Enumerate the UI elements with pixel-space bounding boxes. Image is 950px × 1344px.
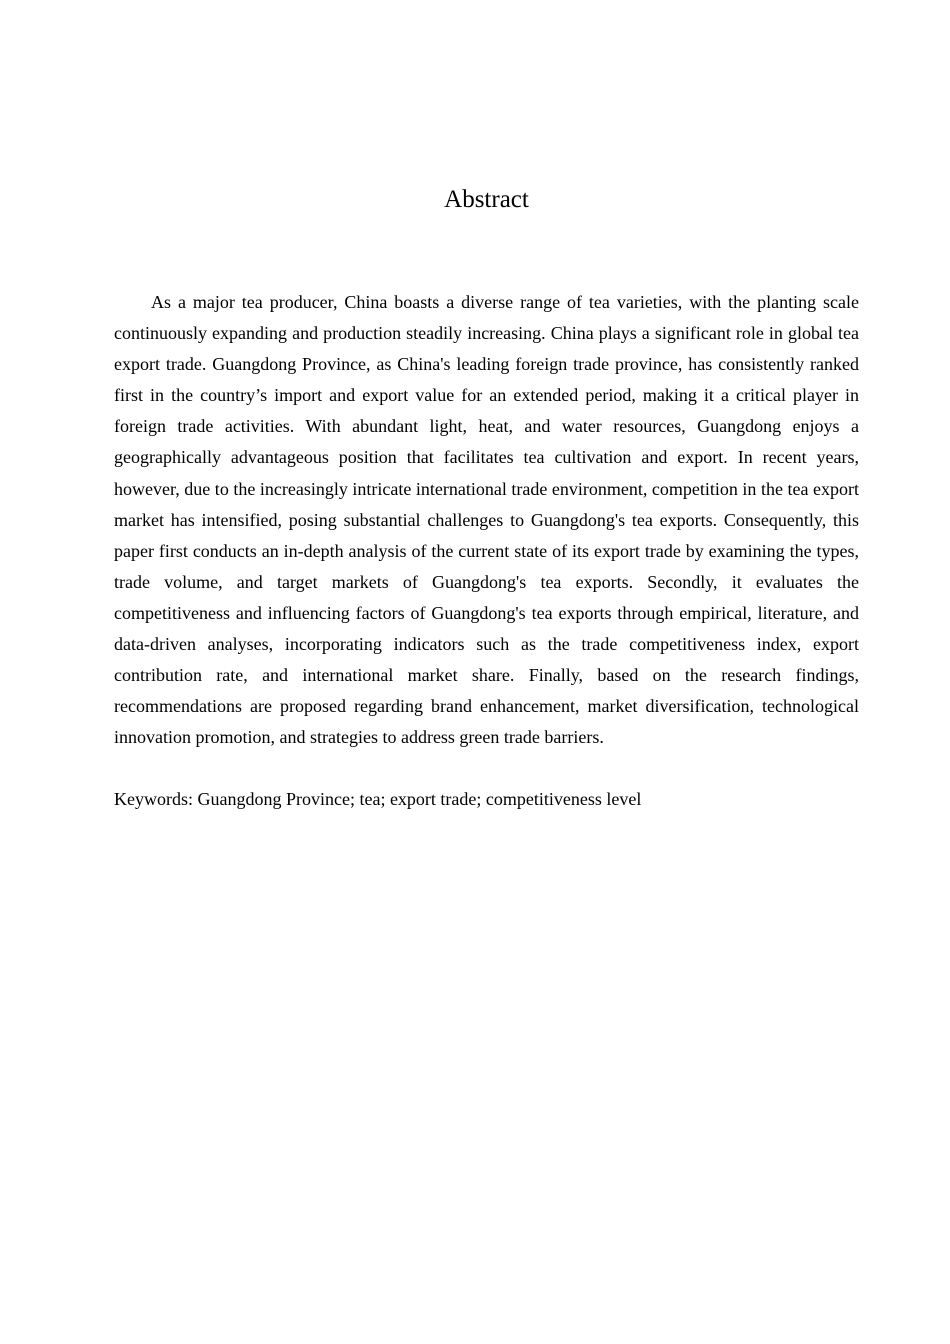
keywords-line: Keywords: Guangdong Province; tea; export trade; competitiveness level: [114, 789, 642, 809]
abstract-paragraph: As a major tea producer, China boasts a diverse range of tea varieties, with the planting scale continuously expanding and production steadily increasing. China plays a significant role in global tea export trade. Guangdong Province, as China's leading foreign trade province, has consistently ranked first in the country’s import and export value for an extended period, making it a critical player in foreign trade activities. With abundant light, heat, and water resources, Guangdong enjoys a geographically advantageous position that facilitates tea cultivation and export. In recent years, however, due to the increasingly intricate international trade environment, competition in the tea export market has intensified, posing substantial challenges to Guangdong's tea exports. Consequently, this paper first conducts an in-depth analysis of the current state of its export trade by examining the types, trade volume, and target markets of Guangdong's tea exports. Secondly, it evaluates the competitiveness and influencing factors of Guangdong's tea exports through empirical, literature, and data-driven analyses, incorporating indicators such as the trade competitiveness index, export contribution rate, and international market share. Finally, based on the research findings, recommendations are proposed regarding brand enhancement, market diversification, technological innovation promotion, and strategies to address green trade barriers.: [114, 292, 859, 748]
page-title: Abstract: [444, 186, 529, 213]
